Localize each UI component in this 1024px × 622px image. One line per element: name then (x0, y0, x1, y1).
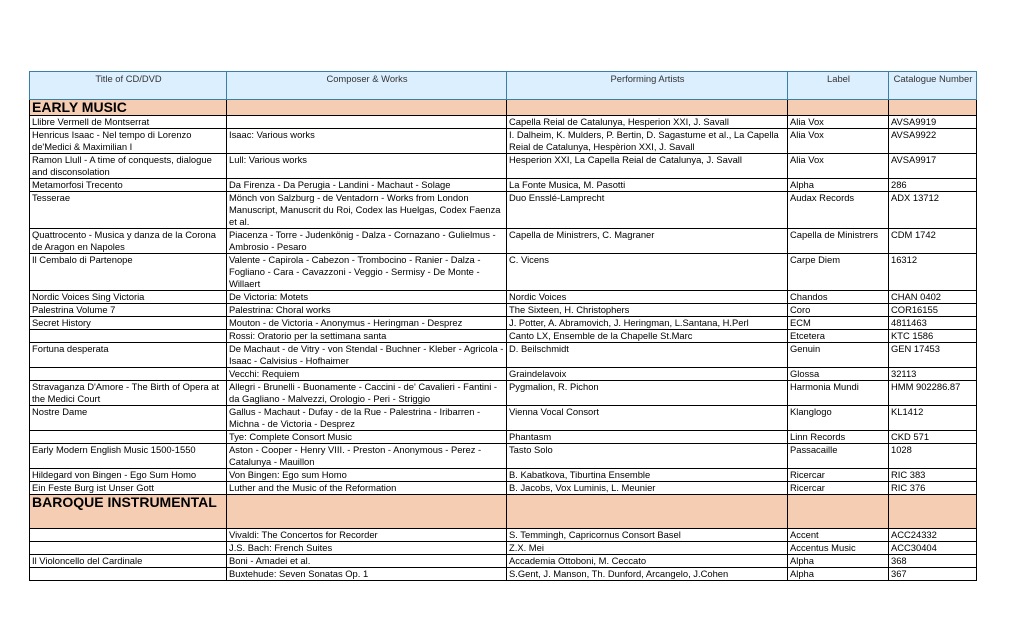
cell-performing-artists: J. Potter, A. Abramovich, J. Heringman, L.Santana, H.Perl (507, 317, 788, 330)
cell-catalogue-number: AVSA9917 (889, 154, 977, 179)
cell-catalogue-number: 32113 (889, 368, 977, 381)
cell-composer-works: Gallus - Machaut - Dufay - de la Rue - Palestrina - Iribarren - Michna - de Victoria - Desprez (227, 406, 507, 431)
table-row (30, 368, 977, 381)
cell-label: Glossa (788, 368, 889, 381)
cell-composer-works: Valente - Capirola - Cabezon - Trombocino - Ranier - Dalza - Fogliano - Cara - Cavazzoni - Veggio - Sermisy - De Monte - Willaert (227, 254, 507, 291)
cell-composer-works: Vecchi: Requiem (227, 368, 507, 381)
cell-title (30, 542, 227, 555)
cell-title: Henricus Isaac - Nel tempo di Lorenzo de'Medici & Maximilian I (30, 129, 227, 154)
cell-catalogue-number: GEN 17453 (889, 343, 977, 368)
cell-title: Nordic Voices Sing Victoria (30, 291, 227, 304)
section-header-cell (889, 100, 977, 116)
cell-performing-artists: Tasto Solo (507, 444, 788, 469)
cell-label: Alia Vox (788, 154, 889, 179)
cell-performing-artists: Hesperion XXI, La Capella Reial de Catalunya, J. Savall (507, 154, 788, 179)
table-row (30, 482, 977, 495)
cell-composer-works: Luther and the Music of the Reformation (227, 482, 507, 495)
section-header-cell (507, 495, 788, 529)
table-row (30, 381, 977, 406)
cell-catalogue-number: HMM 902286.87 (889, 381, 977, 406)
cell-composer-works: Buxtehude: Seven Sonatas Op. 1 (227, 568, 507, 581)
cell-title: Hildegard von Bingen - Ego Sum Homo (30, 469, 227, 482)
cell-composer-works: Rossi: Oratorio per la settimana santa (227, 330, 507, 343)
table-row (30, 254, 977, 291)
cell-composer-works: Boni - Amadei et al. (227, 555, 507, 568)
catalogue-table (29, 71, 977, 581)
cell-label: Audax Records (788, 192, 889, 229)
cell-title: Metamorfosi Trecento (30, 179, 227, 192)
table-row (30, 154, 977, 179)
cell-catalogue-number: RIC 376 (889, 482, 977, 495)
table-row (30, 229, 977, 254)
cell-catalogue-number: 368 (889, 555, 977, 568)
cell-label: Ricercar (788, 469, 889, 482)
cell-performing-artists: I. Dalheim, K. Mulders, P. Bertin, D. Sagastume et al., La Capella Reial de Catalunya, Hespèrion XXI, J. Savall (507, 129, 788, 154)
cell-catalogue-number: ACC24332 (889, 529, 977, 542)
section-header-cell (889, 495, 977, 529)
table-row (30, 129, 977, 154)
table-row (30, 444, 977, 469)
cell-performing-artists: Capella Reial de Catalunya, Hesperion XXI, J. Savall (507, 116, 788, 129)
table-row (30, 317, 977, 330)
cell-performing-artists: D. Beilschmidt (507, 343, 788, 368)
cell-label: Alpha (788, 568, 889, 581)
cell-label: Accentus Music (788, 542, 889, 555)
table-header (30, 72, 977, 100)
cell-performing-artists: Vienna Vocal Consort (507, 406, 788, 431)
cell-composer-works: Palestrina: Choral works (227, 304, 507, 317)
cell-composer-works: Mönch von Salzburg - de Ventadorn - Works from London Manuscript, Manuscrit du Roi, Codex las Huelgas, Codex Faenza et al. (227, 192, 507, 229)
section-header-cell (507, 100, 788, 116)
cell-performing-artists: Accademia Ottoboni, M. Ceccato (507, 555, 788, 568)
cell-label: Capella de Ministrers (788, 229, 889, 254)
cell-title: Nostre Dame (30, 406, 227, 431)
cell-performing-artists: B. Jacobs, Vox Luminis, L. Meunier (507, 482, 788, 495)
cell-composer-works: J.S. Bach: French Suites (227, 542, 507, 555)
cell-title: Quattrocento - Musica y danza de la Corona de Aragon en Napoles (30, 229, 227, 254)
table-row (30, 330, 977, 343)
section-header-row (30, 100, 977, 116)
section-title: BAROQUE INSTRUMENTAL (30, 495, 227, 529)
section-header-cell (227, 495, 507, 529)
cell-catalogue-number: KL1412 (889, 406, 977, 431)
cell-performing-artists: The Sixteen, H. Christophers (507, 304, 788, 317)
cell-title (30, 568, 227, 581)
section-title: EARLY MUSIC (30, 100, 227, 116)
cell-label: Carpe Diem (788, 254, 889, 291)
cell-label: Accent (788, 529, 889, 542)
col-header-label: Label (788, 72, 889, 100)
cell-performing-artists: S. Temmingh, Capricornus Consort Basel (507, 529, 788, 542)
cell-composer-works: De Victoria: Motets (227, 291, 507, 304)
cell-catalogue-number: 367 (889, 568, 977, 581)
section-header-row (30, 495, 977, 529)
table-row (30, 192, 977, 229)
cell-catalogue-number: 1028 (889, 444, 977, 469)
cell-performing-artists: Duo Ensslé-Lamprecht (507, 192, 788, 229)
table-row (30, 431, 977, 444)
cell-composer-works: Vivaldi: The Concertos for Recorder (227, 529, 507, 542)
cell-label: Alia Vox (788, 129, 889, 154)
cell-performing-artists: Graindelavoix (507, 368, 788, 381)
cell-composer-works (227, 116, 507, 129)
cell-catalogue-number: CHAN 0402 (889, 291, 977, 304)
cell-title: Secret History (30, 317, 227, 330)
cell-title: Llibre Vermell de Montserrat (30, 116, 227, 129)
cell-catalogue-number: AVSA9919 (889, 116, 977, 129)
cell-title: Il Violoncello del Cardinale (30, 555, 227, 568)
cell-label: Passacaille (788, 444, 889, 469)
table-row (30, 304, 977, 317)
cell-title (30, 529, 227, 542)
cell-performing-artists: Pygmalion, R. Pichon (507, 381, 788, 406)
cell-title: Il Cembalo di Partenope (30, 254, 227, 291)
col-header-performing-artists: Performing Artists (507, 72, 788, 100)
cell-title: Early Modern English Music 1500-1550 (30, 444, 227, 469)
cell-title: Ramon Llull - A time of conquests, dialogue and disconsolation (30, 154, 227, 179)
cell-performing-artists: Capella de Ministrers, C. Magraner (507, 229, 788, 254)
section-header-cell (788, 495, 889, 529)
col-header-catalogue-number: Catalogue Number (889, 72, 977, 100)
cell-catalogue-number: COR16155 (889, 304, 977, 317)
table-row (30, 529, 977, 542)
cell-catalogue-number: 286 (889, 179, 977, 192)
cell-catalogue-number: RIC 383 (889, 469, 977, 482)
cell-catalogue-number: AVSA9922 (889, 129, 977, 154)
cell-composer-works: Lull: Various works (227, 154, 507, 179)
col-header-composer-works: Composer & Works (227, 72, 507, 100)
cell-composer-works: De Machaut - de Vitry - von Stendal - Buchner - Kleber - Agricola - Isaac - Calvisius - Hofhaimer (227, 343, 507, 368)
cell-title (30, 368, 227, 381)
section-header-cell (227, 100, 507, 116)
cell-label: Klanglogo (788, 406, 889, 431)
cell-title (30, 330, 227, 343)
table-row (30, 406, 977, 431)
table-row (30, 469, 977, 482)
cell-label: Harmonia Mundi (788, 381, 889, 406)
cell-catalogue-number: ADX 13712 (889, 192, 977, 229)
table-body (30, 100, 977, 581)
cell-composer-works: Piacenza - Torre - Judenkönig - Dalza - Cornazano - Gulielmus - Ambrosio - Pesaro (227, 229, 507, 254)
cell-catalogue-number: 16312 (889, 254, 977, 291)
cell-catalogue-number: ACC30404 (889, 542, 977, 555)
cell-label: ECM (788, 317, 889, 330)
section-header-cell (788, 100, 889, 116)
cell-performing-artists: La Fonte Musica, M. Pasotti (507, 179, 788, 192)
cell-catalogue-number: CKD 571 (889, 431, 977, 444)
table-row (30, 343, 977, 368)
cell-performing-artists: S.Gent, J. Manson, Th. Dunford, Arcangelo, J.Cohen (507, 568, 788, 581)
table-row (30, 116, 977, 129)
table-row (30, 568, 977, 581)
cell-performing-artists: B. Kabatkova, Tiburtina Ensemble (507, 469, 788, 482)
cell-composer-works: Tye: Complete Consort Music (227, 431, 507, 444)
cell-composer-works: Aston - Cooper - Henry VIII. - Preston - Anonymous - Perez - Catalunya - Mauillon (227, 444, 507, 469)
cell-label: Chandos (788, 291, 889, 304)
cell-label: Genuin (788, 343, 889, 368)
cell-composer-works: Mouton - de Victoria - Anonymus - Heringman - Desprez (227, 317, 507, 330)
cell-title: Stravaganza D'Amore - The Birth of Opera at the Medici Court (30, 381, 227, 406)
cell-title: Ein Feste Burg ist Unser Gott (30, 482, 227, 495)
cell-label: Alpha (788, 555, 889, 568)
cell-title: Palestrina Volume 7 (30, 304, 227, 317)
cell-label: Coro (788, 304, 889, 317)
table-row (30, 179, 977, 192)
cell-catalogue-number: KTC 1586 (889, 330, 977, 343)
cell-catalogue-number: CDM 1742 (889, 229, 977, 254)
cell-label: Ricercar (788, 482, 889, 495)
cell-title (30, 431, 227, 444)
col-header-title: Title of CD/DVD (30, 72, 227, 100)
cell-catalogue-number: 4811463 (889, 317, 977, 330)
header-row (30, 72, 977, 100)
table-row (30, 291, 977, 304)
cell-label: Etcetera (788, 330, 889, 343)
cell-title: Tesserae (30, 192, 227, 229)
cell-composer-works: Allegri - Brunelli - Buonamente - Caccini - de' Cavalieri - Fantini - da Gagliano - Malvezzi, Orologio - Peri - Striggio (227, 381, 507, 406)
cell-performing-artists: Phantasm (507, 431, 788, 444)
cell-performing-artists: Nordic Voices (507, 291, 788, 304)
cell-title: Fortuna desperata (30, 343, 227, 368)
cell-label: Alpha (788, 179, 889, 192)
cell-performing-artists: C. Vicens (507, 254, 788, 291)
cell-label: Linn Records (788, 431, 889, 444)
cell-composer-works: Von Bingen: Ego sum Homo (227, 469, 507, 482)
cell-composer-works: Da Firenza - Da Perugia - Landini - Machaut - Solage (227, 179, 507, 192)
cell-composer-works: Isaac: Various works (227, 129, 507, 154)
cell-performing-artists: Canto LX, Ensemble de la Chapelle St.Marc (507, 330, 788, 343)
cell-performing-artists: Z.X. Mei (507, 542, 788, 555)
cell-label: Alia Vox (788, 116, 889, 129)
table-row (30, 555, 977, 568)
table-row (30, 542, 977, 555)
